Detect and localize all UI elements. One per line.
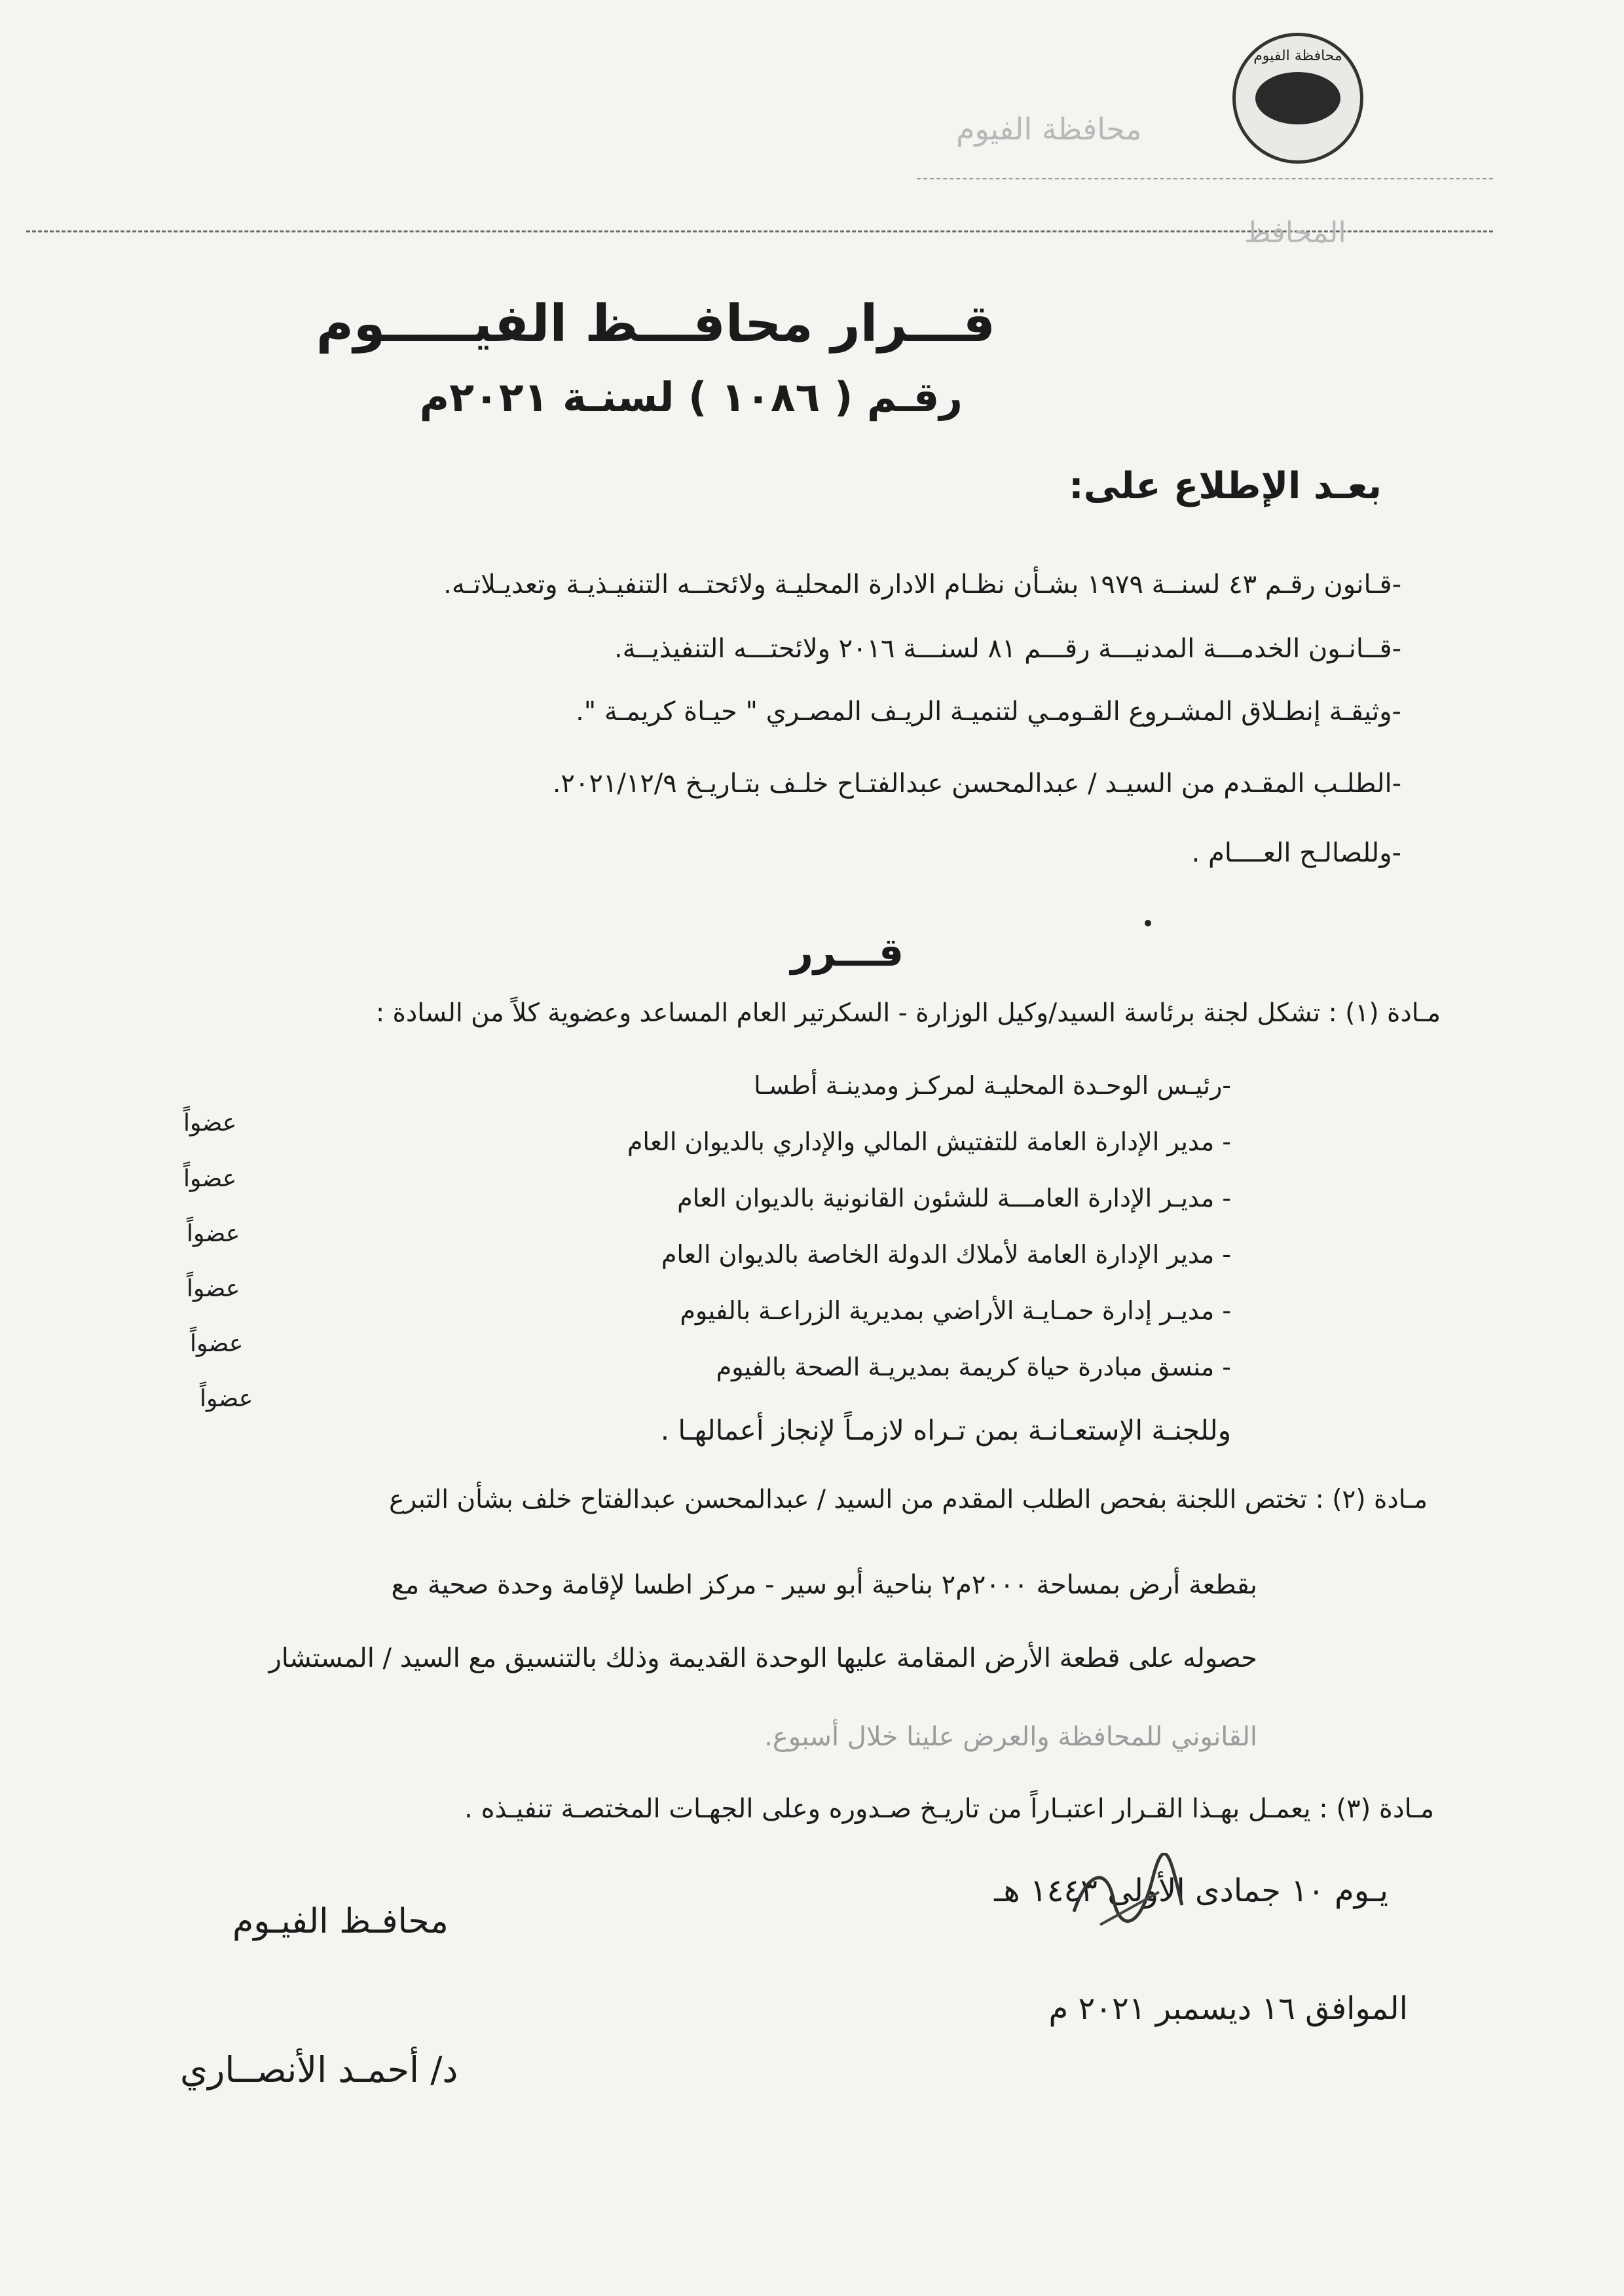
preamble-heading: بعـد الإطلاع على: xyxy=(1069,465,1382,507)
signature-icon xyxy=(1061,1853,1192,1951)
decides-heading: قـــرر xyxy=(790,930,904,975)
member-role: عضواً xyxy=(183,1110,237,1137)
signatory-name: د/ أحمـد الأنصــاري xyxy=(180,2049,458,2090)
committee-member: - مدير الإدارة العامة للتفتيش المالي والإداري بالديوان العام xyxy=(627,1127,1231,1156)
seal-emblem xyxy=(1255,72,1340,124)
seal-text: محافظة الفيوم xyxy=(1253,48,1342,64)
signatory-title: محافـظ الفيـوم xyxy=(232,1902,449,1941)
member-role: عضواً xyxy=(187,1220,240,1247)
preamble-item: -وللصالـح العــــام . xyxy=(1191,838,1401,868)
article1-intro: مـادة (١) : تشكل لجنة برئاسة السيد/وكيل الوزارة - السكرتير العام المساعد وعضوية كلاً من السادة : xyxy=(375,998,1441,1028)
hijri-date-line: يـوم ١٠ جمادى الأولى ١٤٤٣ هـ xyxy=(994,1872,1388,1909)
article2-line: مـادة (٢) : تختص اللجنة بفحص الطلب المقدم من السيد / عبدالمحسن عبدالفتاح خلف بشأن التبرع xyxy=(389,1485,1428,1514)
article3-line: مـادة (٣) : يعمـل بهـذا القـرار اعتبـاراً من تاريـخ صـدوره وعلى الجهـات المختصـة تنفيـذه . xyxy=(464,1794,1434,1824)
member-role: عضواً xyxy=(200,1385,253,1412)
preamble-item: -قــانـون الخدمـــة المدنيـــة رقـــم ٨١ لسنـــة ٢٠١٦ ولائحتـــه التنفيذيــة. xyxy=(614,634,1401,664)
preamble-item: -قـانون رقـم ٤٣ لسنــة ١٩٧٩ بشـأن نظـام الادارة المحليـة ولائحتــه التنفيـذيـة وتعديـلاتـه. xyxy=(443,570,1401,600)
header-divider-upper xyxy=(917,178,1493,179)
article2-line-faded: القانوني للمحافظة والعرض علينا خلال أسبوع. xyxy=(764,1722,1257,1752)
committee-member: - مديـر إدارة حمـايـة الأراضي بمديرية الزراعـة بالفيوم xyxy=(680,1296,1231,1325)
article2-line: بقطعة أرض بمساحة ٢٠٠٠م٢ بناحية أبو سير - مركز اطسا لإقامة وحدة صحية مع xyxy=(391,1570,1257,1600)
article2-line: حصوله على قطعة الأرض المقامة عليها الوحدة القديمة وذلك بالتنسيق مع السيد / المستشار xyxy=(268,1643,1257,1673)
article1-help-line: وللجنـة الإستعـانـة بمن تـراه لازمـاً لإنجاز أعمالهـا . xyxy=(660,1414,1231,1446)
decree-number: رقـم ( ١٠٨٦ ) لسنـة ٢٠٢١م xyxy=(419,373,963,421)
gregorian-date-line: الموافق ١٦ ديسمبر ٢٠٢١ م xyxy=(1048,1990,1408,2027)
preamble-item: -الطلـب المقـدم من السيـد / عبدالمحسن عبدالفتـاح خلـف بتـاريـخ ٢٠٢١/١٢/٩. xyxy=(552,769,1401,799)
member-role: عضواً xyxy=(187,1275,240,1302)
decree-title: قـــرار محافـــظ الفيـــــوم xyxy=(316,295,995,354)
stray-dot xyxy=(1145,920,1151,926)
faded-governor-label: المحافظ xyxy=(1244,216,1346,249)
committee-member: - مدير الإدارة العامة لأملاك الدولة الخاصة بالديوان العام xyxy=(661,1240,1231,1269)
member-role: عضواً xyxy=(190,1330,244,1357)
member-role: عضواً xyxy=(183,1165,237,1192)
committee-member: - مديـر الإدارة العامـــة للشئون القانونية بالديوان العام xyxy=(677,1184,1231,1212)
governorate-seal-icon xyxy=(1232,33,1363,164)
preamble-item: -وثيقـة إنطـلاق المشـروع القـومـي لتنميـة الريـف المصـري " حيـاة كريمـة ". xyxy=(576,697,1401,727)
faded-governorate-label: محافظة الفيوم xyxy=(956,111,1142,147)
committee-member: - منسق مبادرة حياة كريمة بمديريـة الصحة بالفيوم xyxy=(716,1353,1231,1381)
article1-chair: -رئيـس الوحـدة المحليـة لمركـز ومدينـة أطسـا xyxy=(754,1071,1231,1100)
